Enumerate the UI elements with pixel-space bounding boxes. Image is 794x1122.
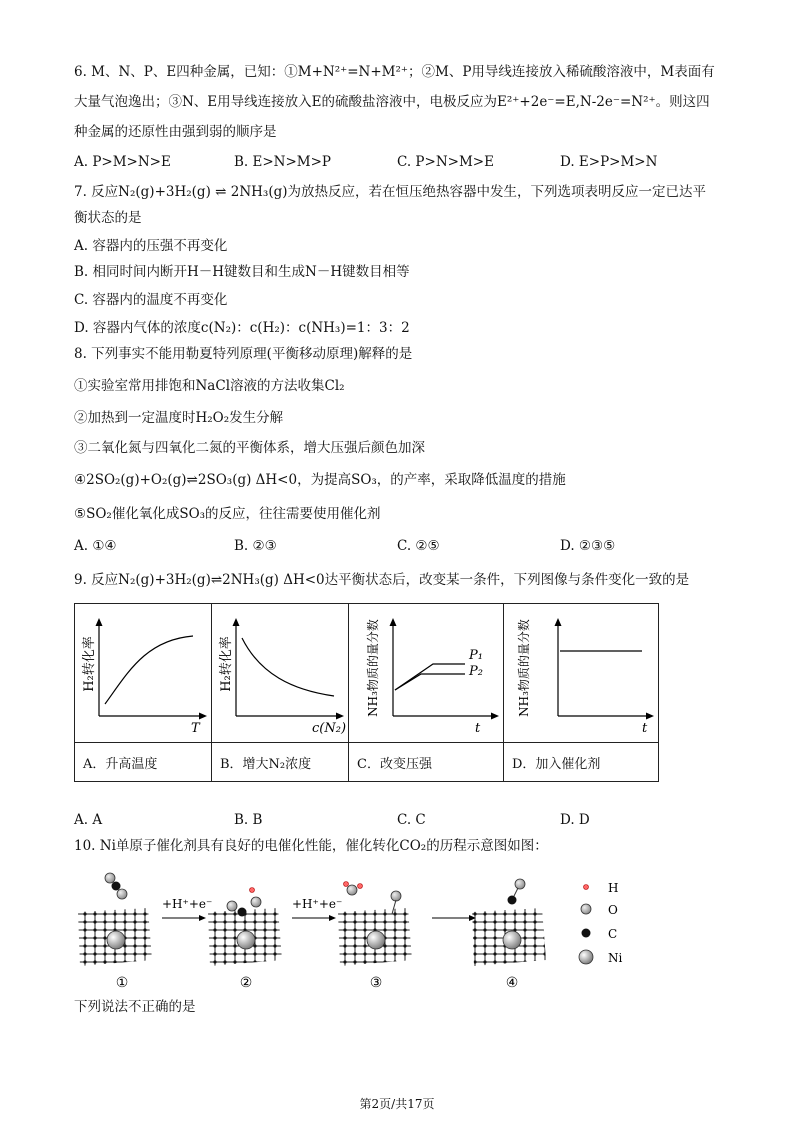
- q10-arrow-1-label: +H⁺+e⁻: [162, 897, 213, 911]
- q8-option-a: A. ①④: [74, 538, 117, 554]
- q6-option-a: A. P>M>N>E: [74, 154, 171, 170]
- q9-c-ylabel: NH₃物质的量分数: [366, 619, 380, 717]
- legend-ni-label: Ni: [608, 951, 623, 965]
- legend-h-icon: [584, 885, 589, 890]
- q10-legend: [579, 881, 623, 965]
- q10-line-2: 下列说法不正确的是: [74, 999, 196, 1015]
- q9-option-a: A. A: [74, 812, 103, 828]
- q9-d-ylabel: NH₃物质的量分数: [517, 619, 531, 717]
- q9-graph-d: [504, 604, 658, 738]
- page-footer: 第2页/共17页: [359, 1097, 435, 1111]
- q9-a-ylabel: H₂转化率: [82, 636, 97, 692]
- q9-panel-c: [349, 604, 504, 743]
- q10-step-2-label: ②: [239, 975, 253, 991]
- legend-ni-icon: [579, 950, 593, 964]
- q10-mechanism-diagram: [70, 862, 650, 992]
- q9-option-b: B. B: [234, 812, 263, 828]
- legend-c-label: C: [608, 927, 618, 941]
- q10-arrow-2-label: +H⁺+e⁻: [292, 897, 343, 911]
- q7-line-2: 衡状态的是: [74, 210, 142, 226]
- q9-c-label-p2: P₂: [469, 664, 483, 679]
- q9-graph-b: [212, 604, 348, 738]
- q9-b-xlabel: c(N₂): [312, 721, 347, 736]
- q9-c-xlabel: t: [475, 721, 481, 736]
- q6-line-3: 种金属的还原性由强到弱的顺序是: [74, 124, 277, 140]
- q8-option-c: C. ②⑤: [397, 538, 440, 554]
- q10-step-1-label: ①: [115, 975, 129, 991]
- q9-caption-d: D．加入催化剂: [504, 743, 659, 782]
- q9-a-xlabel: T: [191, 721, 200, 736]
- q6-line-2: 大量气泡逸出；③N、E用导线连接放入E的硫酸盐溶液中，电极反应为E²⁺+2e⁻=E,N-2e⁻=N²⁺。则这四: [74, 94, 710, 110]
- q7-option-b: B. 相同时间内断开H－H键数目和生成N－H键数目相等: [74, 264, 410, 280]
- q6-line-1: 6. M、N、P、E四种金属，已知：①M+N²⁺=N+M²⁺；②M、P用导线连接放入稀硫酸溶液中，M表面有: [74, 64, 715, 80]
- q7-option-d: D. 容器内气体的浓度c(N₂)：c(H₂)：c(NH₃)=1：3：2: [74, 320, 410, 336]
- q9-b-ylabel: H₂转化率: [219, 636, 234, 692]
- q8-item-5: ⑤SO₂催化氧化成SO₃的反应，往往需要使用催化剂: [74, 506, 381, 522]
- legend-c-icon: [582, 929, 591, 938]
- q8-option-d: D. ②③⑤: [560, 538, 616, 554]
- legend-o-icon: [581, 904, 591, 914]
- q9-c-label-p1: P₁: [469, 648, 483, 663]
- q10-step-4-label: ④: [505, 975, 519, 991]
- q6-option-c: C. P>N>M>E: [397, 154, 494, 170]
- q8-item-2: ②加热到一定温度时H₂O₂发生分解: [74, 410, 284, 426]
- q8-item-4: ④2SO₂(g)+O₂(g)⇌2SO₃(g) ΔH<0，为提高SO₃，的产率，采取降低温度的措施: [74, 472, 566, 488]
- q7-option-c: C. 容器内的温度不再变化: [74, 292, 228, 308]
- q7-line-1: 7. 反应N₂(g)+3H₂(g) ⇌ 2NH₃(g)为放热反应，若在恒压绝热容器中发生，下列选项表明反应一定已达平: [74, 184, 706, 200]
- legend-h-label: H: [608, 881, 619, 895]
- q9-panel-a: [75, 604, 212, 743]
- q9-a-curve: [105, 636, 193, 704]
- q8-item-3: ③二氧化氮与四氧化二氮的平衡体系，增大压强后颜色加深: [74, 440, 425, 456]
- q8-option-b: B. ②③: [234, 538, 277, 554]
- q10-step-4-surface: [472, 879, 546, 966]
- q8-item-1: ①实验室常用排饱和NaCl溶液的方法收集Cl₂: [74, 378, 345, 394]
- q9-c-line-p2: [395, 674, 465, 690]
- q6-option-b: B. E>N>M>P: [234, 154, 332, 170]
- q10-step-3-surface: [338, 882, 412, 967]
- q10-step-2-surface: [208, 888, 282, 967]
- q9-caption-b: B．增大N₂浓度: [212, 743, 349, 782]
- q9-caption-a: A．升高温度: [75, 743, 212, 782]
- q9-caption-c: C．改变压强: [349, 743, 504, 782]
- q9-graph-c: [349, 604, 503, 738]
- q6-option-d: D. E>P>M>N: [560, 154, 658, 170]
- q9-c-line-p1: [395, 664, 465, 690]
- q9-option-c: C. C: [397, 812, 426, 828]
- q10-step-3-label: ③: [369, 975, 383, 991]
- q9-b-curve: [242, 638, 334, 696]
- q9-graph-a: [75, 604, 211, 738]
- q10-line-1: 10. Ni单原子催化剂具有良好的电催化性能，催化转化CO₂的历程示意图如图：: [74, 838, 548, 854]
- legend-o-label: O: [608, 903, 618, 917]
- q7-option-a: A. 容器内的压强不再变化: [74, 238, 228, 254]
- q8-line-1: 8. 下列事实不能用勒夏特列原理(平衡移动原理)解释的是: [74, 346, 413, 362]
- q9-d-xlabel: t: [642, 721, 648, 736]
- q9-panel-d: [504, 604, 659, 743]
- q9-line-1: 9. 反应N₂(g)+3H₂(g)⇌2NH₃(g) ΔH<0达平衡状态后，改变某一条件，下列图像与条件变化一致的是: [74, 572, 690, 588]
- q9-option-d: D. D: [560, 812, 590, 828]
- q9-panel-b: [212, 604, 349, 743]
- q10-step-1-surface: [78, 873, 152, 966]
- q9-graph-table: [74, 603, 659, 782]
